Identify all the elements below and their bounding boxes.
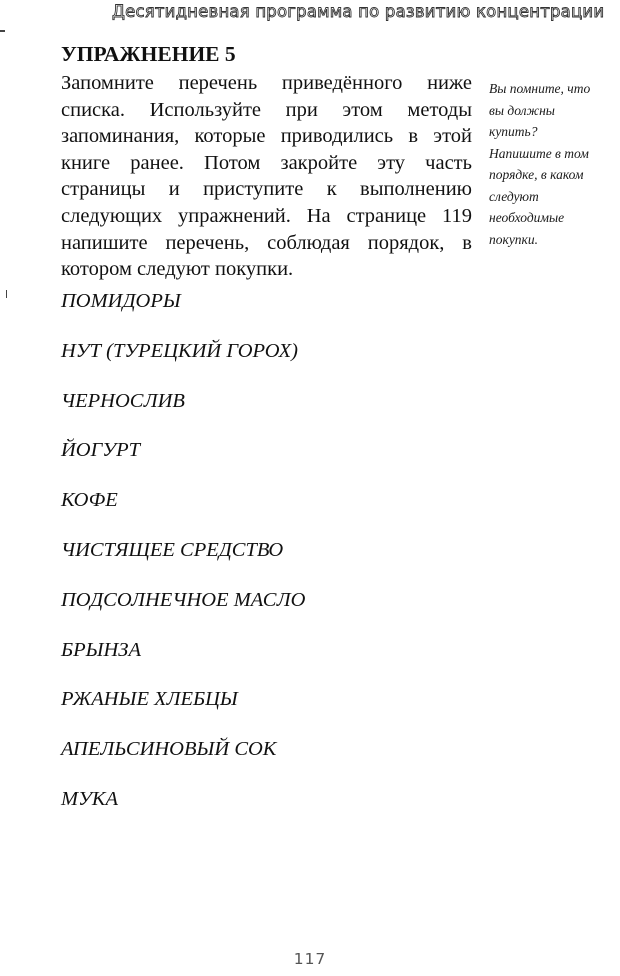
corner-mark	[0, 30, 5, 32]
list-item: АПЕЛЬСИНОВЫЙ СОК	[61, 738, 277, 761]
running-head: Десятидневная программа по развитию концентрации	[112, 2, 605, 21]
margin-mark	[6, 290, 7, 298]
margin-sidenote: Вы помните, что вы должны купить? Напишите в том порядке, в каком следуют необходимые покупки.	[489, 81, 591, 247]
list-item: ПОМИДОРЫ	[61, 290, 181, 312]
list-item: ЧИСТЯЩЕЕ СРЕДСТВО	[61, 538, 284, 561]
page-number: 117	[293, 950, 327, 968]
list-item: НУТ (ТУРЕЦКИЙ ГОРОХ)	[61, 339, 298, 362]
exercise-title: УПРАЖНЕНИЕ 5	[61, 42, 236, 66]
list-item: ПОДСОЛНЕЧНОЕ МАСЛО	[61, 588, 306, 611]
list-item: ЙОГУРТ	[61, 439, 140, 462]
list-item: МУКА	[61, 787, 119, 810]
list-item: РЖАНЫЕ ХЛЕБЦЫ	[61, 688, 238, 711]
shopping-list	[61, 287, 305, 835]
list-item: КОФЕ	[61, 489, 118, 512]
list-item: ЧЕРНОСЛИВ	[61, 389, 185, 412]
list-item: БРЫНЗА	[61, 638, 141, 661]
exercise-instructions: Запомните перечень приведённого ниже списка. Используйте при этом методы запоминания, которые приводились в этой книге ранее. Потом закройте эту часть страницы и приступите к выполнению следующих упражнений. На странице 119 напишите перечень, соблюдая порядок, в котором следуют покупки.	[61, 72, 472, 281]
